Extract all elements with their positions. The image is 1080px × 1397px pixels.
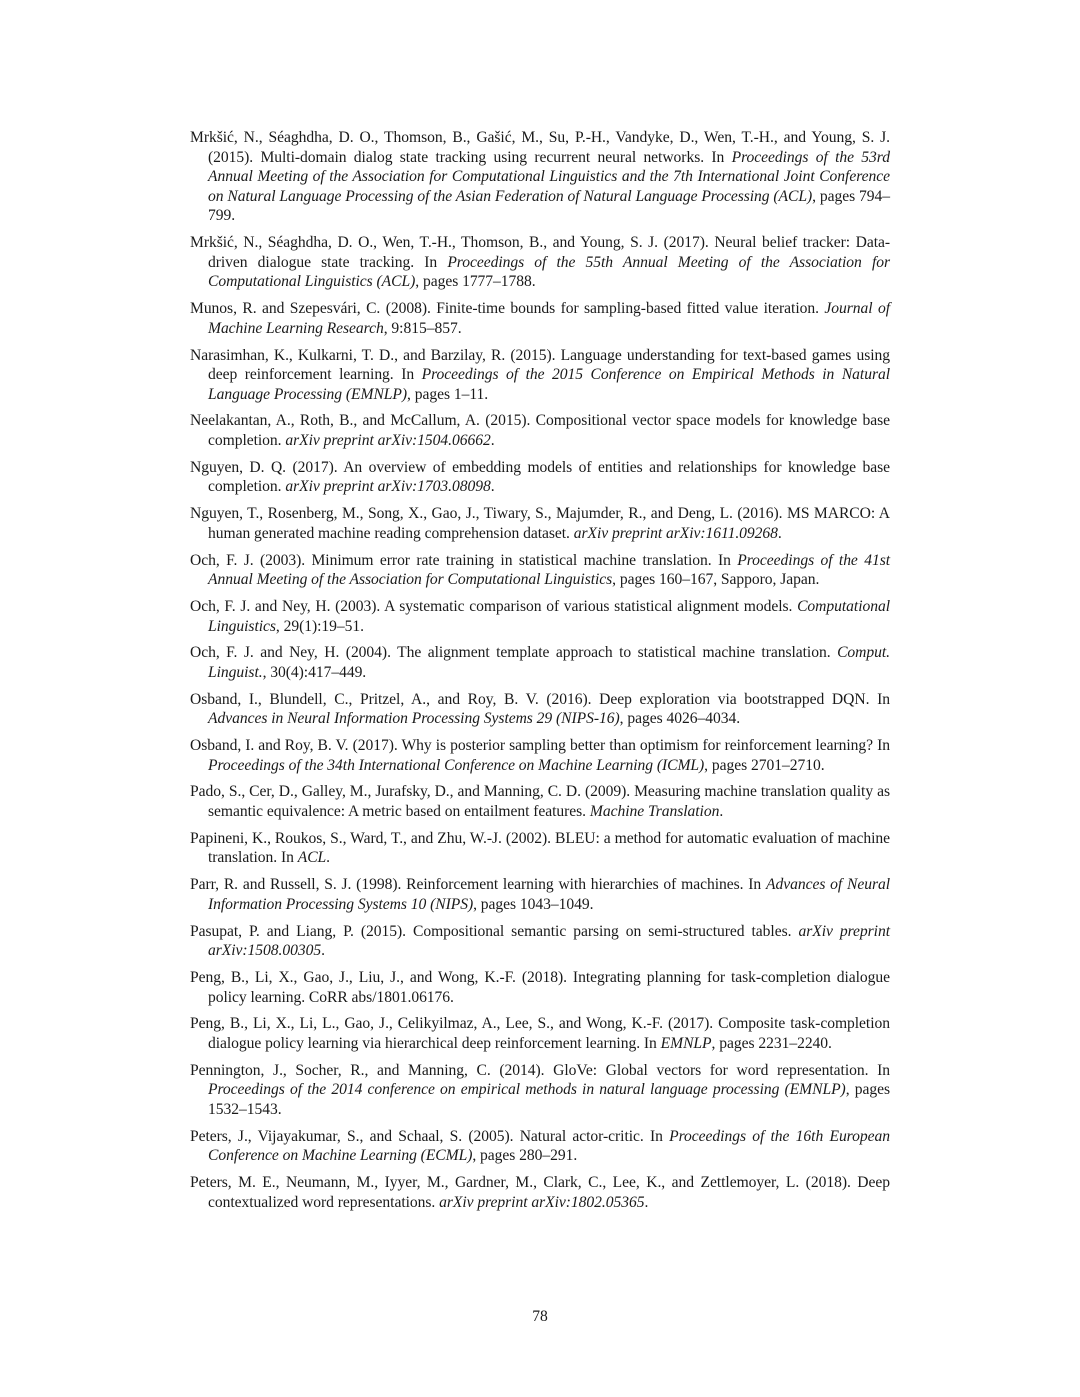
reference-item: Nguyen, T., Rosenberg, M., Song, X., Gao, J., Tiwary, S., Majumder, R., and Deng, L. (2016). MS MARCO: A human generated machine reading comprehension dataset. arXiv preprint arXiv:1611.09268. xyxy=(190,505,890,542)
reference-item: Pennington, J., Socher, R., and Manning, C. (2014). GloVe: Global vectors for word representation. In Proceedings of the 2014 conference on empirical methods in natural language processing (EMNLP), pages 1532–1543. xyxy=(190,1061,891,1118)
reference-list xyxy=(190,128,890,1219)
reference-item: Papineni, K., Roukos, S., Ward, T., and Zhu, W.-J. (2002). BLEU: a method for automatic evaluation of machine translation. In ACL. xyxy=(190,829,890,867)
reference-item: Mrkšić, N., Séaghdha, D. O., Wen, T.-H., Thomson, B., and Young, S. J. (2017). Neural belief tracker: Data-driven dialogue state tracking. In Proceedings of the 55th Annual Meeting of the Association for Computational Linguistics (ACL), pages 1777–1788. xyxy=(190,234,890,291)
reference-item: Osband, I., Blundell, C., Pritzel, A., and Roy, B. V. (2016). Deep exploration via bootstrapped DQN. In Advances in Neural Information Processing Systems 29 (NIPS-16), pages 4026–4034. xyxy=(190,690,890,728)
reference-item: Peters, J., Vijayakumar, S., and Schaal, S. (2005). Natural actor-critic. In Proceedings of the 16th European Conference on Machine Learning (ECML), pages 280–291. xyxy=(190,1127,890,1165)
reference-item: Mrkšić, N., Séaghdha, D. O., Thomson, B., Gašić, M., Su, P.-H., Vandyke, D., Wen, T.-H., and Young, S. J. (2015). Multi-domain dialog state tracking using recurrent neural networks. In Proceedings of the 53rd Annual Meeting of the Association for Computational Linguistics and the 7th International Joint Conference on Natural Language Processing of the Asian Federation of Natural Language Processing (ACL), pages 794–799. xyxy=(190,129,890,225)
page-number: 78 xyxy=(532,1308,548,1325)
reference-item: Nguyen, D. Q. (2017). An overview of embedding models of entities and relationships for knowledge base completion. arXiv preprint arXiv:1703.08098. xyxy=(190,458,890,496)
reference-item: Neelakantan, A., Roth, B., and McCallum, A. (2015). Compositional vector space models for knowledge base completion. arXiv preprint arXiv:1504.06662. xyxy=(190,412,890,450)
reference-item: Narasimhan, K., Kulkarni, T. D., and Barzilay, R. (2015). Language understanding for text-based games using deep reinforcement learning. In Proceedings of the 2015 Conference on Empirical Methods in Natural Language Processing (EMNLP), pages 1–11. xyxy=(190,346,891,403)
reference-item: Pado, S., Cer, D., Galley, M., Jurafsky, D., and Manning, C. D. (2009). Measuring machine translation quality as semantic equivalence: A metric based on entailment features. Machine Translation. xyxy=(190,783,890,821)
reference-item: Och, F. J. (2003). Minimum error rate training in statistical machine translation. In Proceedings of the 41st Annual Meeting of the Association for Computational Linguistics, pages 160–167, Sapporo, Japan. xyxy=(190,551,890,589)
reference-item: Parr, R. and Russell, S. J. (1998). Reinforcement learning with hierarchies of machines. In Advances of Neural Information Processing Systems 10 (NIPS), pages 1043–1049. xyxy=(190,876,890,913)
reference-item: Peters, M. E., Neumann, M., Iyyer, M., Gardner, M., Clark, C., Lee, K., and Zettlemoyer, L. (2018). Deep contextualized word representations. arXiv preprint arXiv:1802.05365. xyxy=(190,1174,890,1211)
reference-item: Osband, I. and Roy, B. V. (2017). Why is posterior sampling better than optimism for reinforcement learning? In Proceedings of the 34th International Conference on Machine Learning (ICML), pages 2701–2710. xyxy=(190,737,890,774)
reference-item: Pasupat, P. and Liang, P. (2015). Compositional semantic parsing on semi-structured tables. arXiv preprint arXiv:1508.00305. xyxy=(190,922,890,960)
reference-item: Peng, B., Li, X., Li, L., Gao, J., Celikyilmaz, A., Lee, S., and Wong, K.-F. (2017). Composite task-completion dialogue policy learning via hierarchical deep reinforcement learning. In EMNLP, pages 2231–2240. xyxy=(190,1015,890,1052)
reference-item: Och, F. J. and Ney, H. (2004). The alignment template approach to statistical machine translation. Comput. Linguist., 30(4):417–449. xyxy=(190,644,890,681)
reference-item: Och, F. J. and Ney, H. (2003). A systematic comparison of various statistical alignment models. Computational Linguistics, 29(1):19–51. xyxy=(190,597,890,635)
reference-item: Peng, B., Li, X., Gao, J., Liu, J., and Wong, K.-F. (2018). Integrating planning for task-completion dialogue policy learning. CoRR abs/1801.06176. xyxy=(190,968,890,1006)
reference-item: Munos, R. and Szepesvári, C. (2008). Finite-time bounds for sampling-based fitted value iteration. Journal of Machine Learning Research, 9:815–857. xyxy=(190,300,891,337)
